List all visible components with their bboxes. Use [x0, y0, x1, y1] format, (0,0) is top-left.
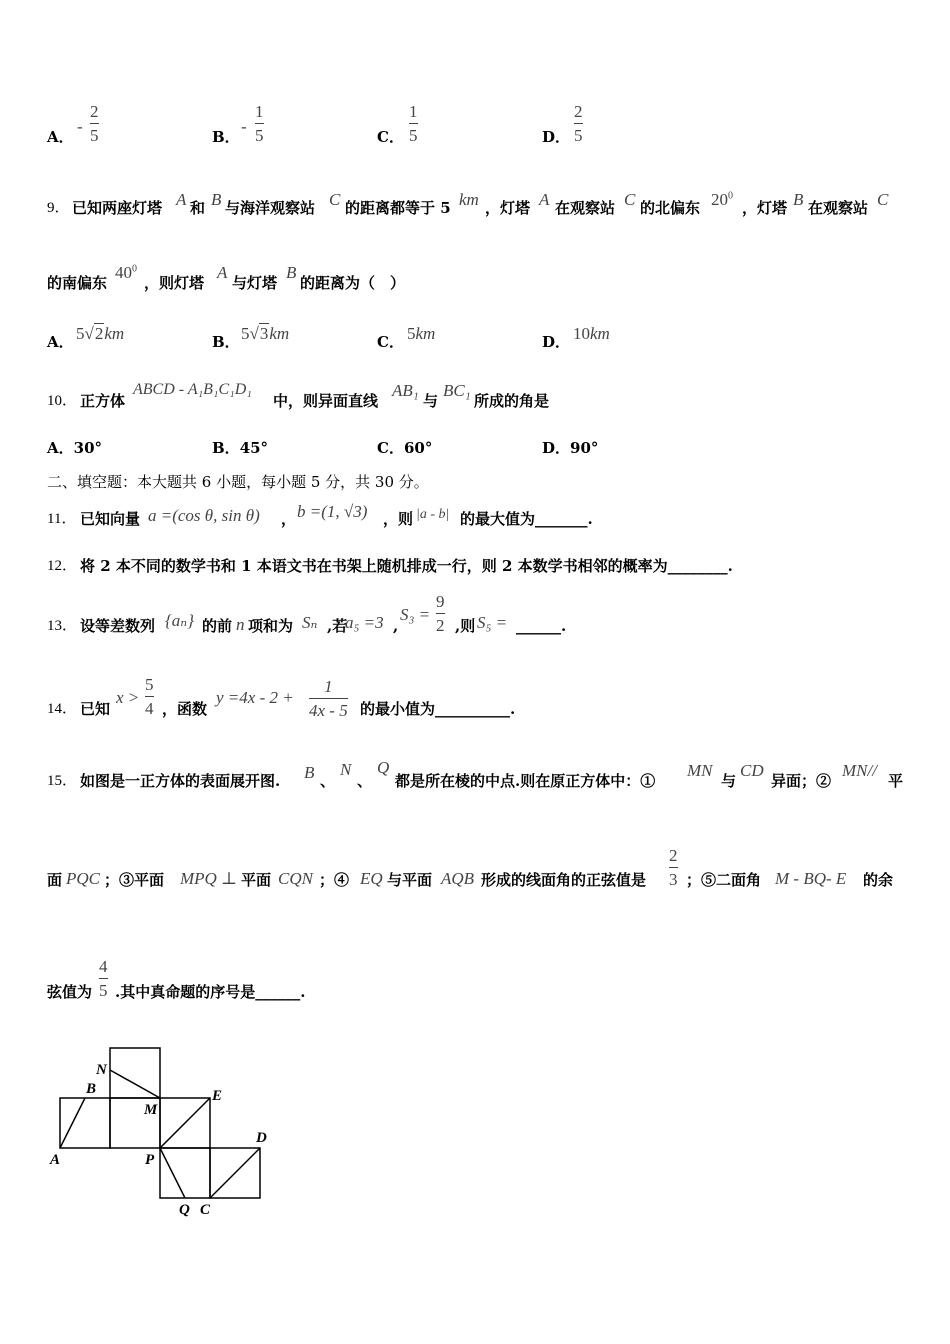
q14-fraction-term: 1 4x - 5	[309, 677, 348, 720]
q14-function: y =4x - 2 +	[216, 688, 294, 707]
q11-text: 已知向量	[80, 510, 141, 528]
q9-B: B	[793, 190, 804, 209]
q15-EQ: EQ	[360, 869, 383, 888]
q9-angle-2: $40^0$	[115, 263, 137, 282]
q15-dihedral: M - BQ- E	[775, 869, 847, 888]
q13-text: 项和为	[248, 617, 294, 635]
q8-option-b-label: B．	[212, 128, 240, 146]
segment-NM	[110, 1070, 160, 1098]
q11-vector-a: a =(cos θ, sin θ)	[148, 506, 260, 525]
q15-text: 平	[888, 772, 904, 790]
q13-text: ,	[393, 617, 399, 635]
q15-text: 形成的线面角的正弦值是	[481, 871, 647, 889]
q9-C: C	[624, 190, 636, 209]
q15-text: .其中真命题的序号是______.	[115, 983, 306, 1001]
q10-option-b: B．45°	[212, 439, 269, 457]
q9-A: A	[176, 190, 187, 209]
q9-B: B	[211, 190, 222, 209]
q15-text: 平面	[241, 871, 272, 889]
q10-text: 中，则异面直线	[273, 392, 379, 410]
q10-line-2: BC₁	[443, 381, 471, 400]
q9-text: ，灯塔	[742, 199, 788, 217]
q15-text: 面	[47, 871, 63, 889]
q9-option-a-label: A．	[47, 333, 74, 351]
q14-text: 已知	[80, 700, 111, 718]
figure-label-D: D	[256, 1130, 267, 1146]
q9-text: 的南偏东	[47, 274, 108, 292]
q10-cube: ABCD - A₁B₁C₁D₁	[133, 381, 252, 398]
q11-abs: |a - b|	[416, 507, 450, 522]
net-square-top	[110, 1048, 160, 1098]
q13-text: 的前	[202, 617, 233, 635]
q15-text: 如图是一正方体的表面展开图.	[80, 772, 281, 790]
q9-text: 的北偏东	[640, 199, 701, 217]
q10-option-a: A．30°	[47, 439, 103, 457]
q15-text: 、	[357, 772, 373, 790]
q9-km: km	[459, 190, 479, 209]
q12-text: 将 2 本不同的数学书和 1 本语文书在书架上随机排成一行，则 2 本数学书相邻的概率为________.	[80, 557, 733, 575]
q14-fraction-bound: 5 4	[145, 675, 154, 718]
q14-number: 14．	[47, 701, 78, 717]
figure-label-P: P	[145, 1152, 155, 1168]
q11-text: ，	[281, 510, 297, 528]
figure-label-A: A	[50, 1152, 61, 1168]
q9-text: ，灯塔	[485, 199, 531, 217]
q9-text: 在观察站	[555, 199, 616, 217]
q15-N: N	[340, 760, 352, 779]
net-square-left	[60, 1098, 110, 1148]
segment-PQ	[160, 1148, 185, 1198]
figure-label-E: E	[212, 1088, 223, 1104]
q14-text: 的最小值为__________.	[360, 700, 516, 718]
q8-option-b-sign: -	[241, 117, 247, 136]
q8-option-a-label: A．	[47, 128, 74, 146]
q9-text: 的距离为（ ）	[300, 274, 406, 292]
q8-option-a-fraction: 2 5	[90, 102, 99, 145]
q9-text: 和	[190, 199, 206, 217]
q9-A: A	[217, 263, 228, 282]
q15-text: 弦值为	[47, 983, 93, 1001]
q9-number: 9．	[47, 200, 70, 216]
q9-text: ，则灯塔	[144, 274, 205, 292]
q13-text: ,则	[455, 617, 476, 635]
q10-line-1: AB₁	[392, 381, 419, 400]
segment-AB	[60, 1098, 85, 1148]
q13-n: n	[236, 615, 245, 634]
q10-option-d: D．90°	[542, 439, 599, 457]
q9-option-d-label: D．	[542, 333, 571, 351]
q13-sequence: {aₙ}	[165, 611, 194, 630]
q10-option-c: C．60°	[377, 439, 433, 457]
q9-option-c-value: 5km	[407, 324, 436, 343]
q11-text: ，则	[383, 510, 414, 528]
q8-option-a-sign: -	[77, 117, 83, 136]
q15-MN: MN	[687, 761, 713, 780]
net-square-bottom	[160, 1148, 210, 1198]
q9-option-d-value: 10km	[573, 324, 610, 343]
q10-text: 与	[423, 392, 439, 410]
q8-option-b-fraction: 1 5	[255, 102, 264, 145]
q13-text: ,若	[327, 617, 348, 635]
q10-text: 正方体	[80, 392, 126, 410]
q15-number: 15．	[47, 773, 78, 789]
q14-condition: x >	[116, 688, 140, 707]
q9-text: 在观察站	[808, 199, 869, 217]
q15-text: 异面；②	[771, 772, 832, 790]
q15-text: ；④	[319, 871, 350, 889]
segment-CD	[210, 1148, 260, 1198]
q9-text: 已知两座灯塔	[72, 199, 163, 217]
q15-sine-fraction: 2 3	[669, 846, 678, 889]
q15-text: ；③平面	[104, 871, 165, 889]
q15-text: ；⑤二面角	[686, 871, 762, 889]
q9-option-b-label: B．	[212, 333, 240, 351]
q15-AQB: AQB	[441, 869, 475, 888]
section-2-heading: 二、填空题：本大题共 6 小题，每小题 5 分，共 30 分。	[47, 473, 429, 491]
q15-text: 都是所在棱的中点.则在原正方体中：①	[395, 772, 656, 790]
q15-cosine-fraction: 4 5	[99, 957, 108, 1000]
q9-option-c-label: C．	[377, 333, 404, 351]
q11-vector-b: b =(1, √3)	[297, 502, 368, 521]
q13-text: ______.	[516, 617, 567, 635]
figure-label-M: M	[144, 1102, 158, 1118]
q11-text: 的最大值为_______.	[460, 510, 593, 528]
q11-number: 11．	[47, 511, 77, 527]
q9-C: C	[329, 190, 341, 209]
q9-B: B	[286, 263, 297, 282]
q8-option-d-fraction: 2 5	[574, 102, 583, 145]
segment-PE	[160, 1098, 210, 1148]
q14-text: ，函数	[162, 700, 208, 718]
q15-text: 的余	[863, 871, 894, 889]
q15-B: B	[304, 763, 315, 782]
q15-text: 与	[721, 772, 737, 790]
figure-label-Q: Q	[179, 1202, 190, 1218]
q9-option-a-value: 5√2km	[76, 324, 125, 343]
q10-number: 10．	[47, 393, 78, 409]
q15-text: 与平面	[387, 871, 433, 889]
q9-text: 与灯塔	[232, 274, 278, 292]
figure-label-B: B	[86, 1081, 97, 1097]
q15-CD: CD	[740, 761, 764, 780]
q9-option-b-value: 5√3km	[241, 324, 290, 343]
q13-number: 13．	[47, 618, 78, 634]
q13-Sn: Sₙ	[302, 613, 318, 632]
q8-option-d-label: D．	[542, 128, 571, 146]
q8-option-c-label: C．	[377, 128, 404, 146]
figure-label-N: N	[96, 1062, 107, 1078]
q10-text: 所成的角是	[474, 392, 550, 410]
figure-label-C: C	[200, 1202, 211, 1218]
q15-Q: Q	[377, 758, 390, 777]
q12-number: 12．	[47, 558, 78, 574]
cube-net-figure	[40, 1040, 280, 1230]
q15-MPQ: MPQ ⊥	[180, 869, 238, 888]
q9-angle-1: $20^0$	[711, 190, 733, 209]
q9-text: 与海洋观察站	[225, 199, 316, 217]
q15-MN-parallel: MN//	[842, 761, 877, 780]
q9-A: A	[539, 190, 550, 209]
q8-option-c-fraction: 1 5	[409, 102, 418, 145]
q15-CQN: CQN	[278, 869, 313, 888]
q13-text: 设等差数列	[80, 617, 156, 635]
q9-text: 的距离都等于 5	[345, 199, 451, 217]
q13-S3: S₃ =	[400, 605, 431, 624]
q15-PQC: PQC	[66, 869, 100, 888]
q13-fraction: 9 2	[436, 592, 445, 635]
q9-C: C	[877, 190, 889, 209]
q13-a5: a₅ =3	[345, 613, 384, 632]
q15-text: 、	[320, 772, 336, 790]
q13-S5: S₅ =	[477, 613, 508, 632]
